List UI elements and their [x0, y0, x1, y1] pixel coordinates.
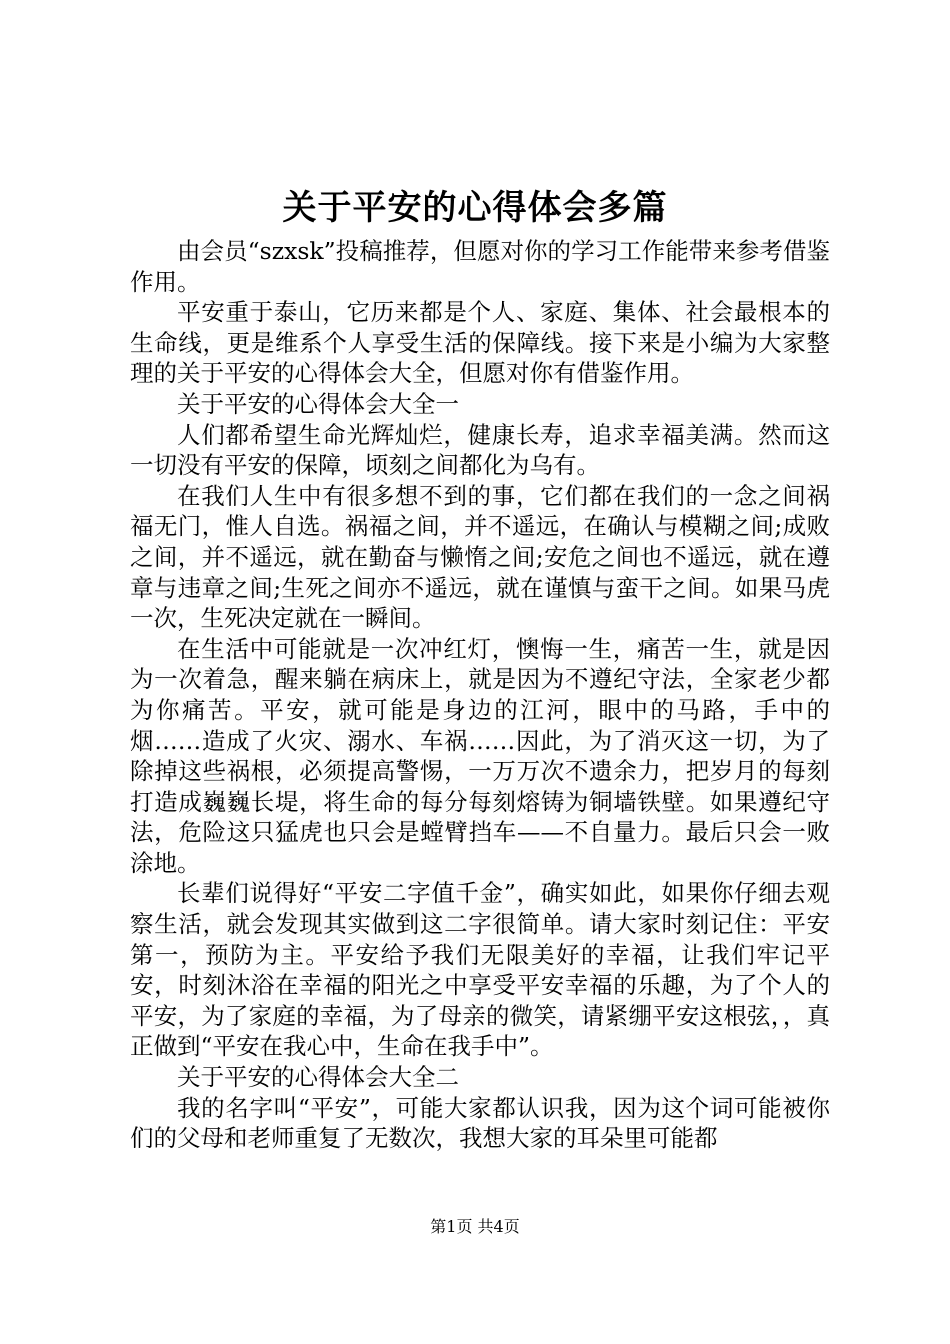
section-heading: 关于平安的心得体会大全一	[177, 389, 459, 418]
page-number: 第1页 共4页	[430, 1217, 520, 1236]
paragraph: 人们都希望生命光辉灿烂，健康长寿，追求幸福美满。然而这一切没有平安的保障，顷刻之间都化为乌有。	[130, 420, 830, 480]
paragraph: 我的名字叫“平安”，可能大家都认识我，因为这个词可能被你们的父母和老师重复了无数次，我想大家的耳朵里可能都	[130, 1093, 830, 1153]
paragraph: 在我们人生中有很多想不到的事，它们都在我们的一念之间祸福无门，惟人自选。祸福之间，并不遥远，在确认与模糊之间;成败之间，并不遥远，就在勤奋与懒惰之间;安危之间也不遥远，就在遵章与违章之间;生死之间亦不遥远，就在谨慎与蛮干之间。如果马虎一次，生死决定就在一瞬间。	[130, 481, 830, 633]
paragraph-intro: 由会员“szxsk”投稿推荐，但愿对你的学习工作能带来参考借鉴作用。	[130, 237, 830, 296]
page-title: 关于平安的心得体会多篇	[282, 188, 668, 228]
section-heading: 关于平安的心得体会大全二	[177, 1063, 459, 1092]
paragraph: 平安重于泰山，它历来都是个人、家庭、集体、社会最根本的生命线，更是维系个人享受生活的保障线。接下来是小编为大家整理的关于平安的心得体会大全，但愿对你有借鉴作用。	[130, 298, 830, 388]
document-body	[130, 236, 830, 1154]
paragraph: 在生活中可能就是一次冲红灯，懊悔一生，痛苦一生，就是因为一次着急，醒来躺在病床上，就是因为不遵纪守法，全家老少都为你痛苦。平安，就可能是身边的江河，眼中的马路，手中的烟……造成了火灾、溺水、车祸……因此，为了消灭这一切，为了除掉这些祸根，必须提高警惕，一万万次不遗余力，把岁月的每刻打造成巍巍长堤，将生命的每分每刻熔铸为铜墙铁壁。如果遵纪守法，危险这只猛虎也只会是螳臂挡车——不自量力。最后只会一败涂地。	[130, 634, 830, 877]
paragraph: 长辈们说得好“平安二字值千金”，确实如此，如果你仔细去观察生活，就会发现其实做到这二字很简单。请大家时刻记住：平安第一，预防为主。平安给予我们无限美好的幸福，让我们牢记平安，时刻沐浴在幸福的阳光之中享受平安幸福的乐趣，为了个人的平安，为了家庭的幸福，为了母亲的微笑，请紧绷平安这根弦，，真正做到“平安在我心中，生命在我手中”。	[130, 879, 830, 1061]
